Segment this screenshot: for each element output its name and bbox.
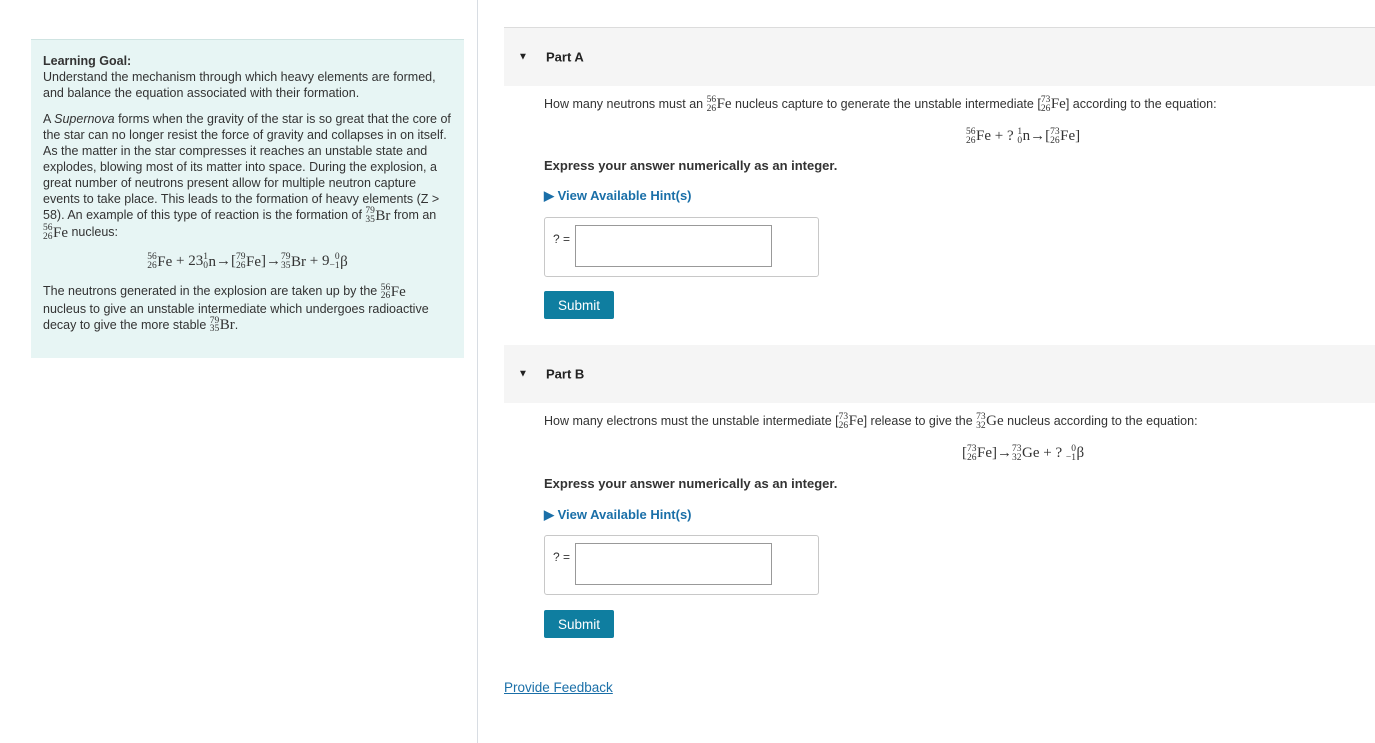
part-a-hint-link[interactable]: ▶ View Available Hint(s) (544, 188, 692, 203)
part-a-instructions: Express your answer numerically as an integer. (544, 158, 838, 173)
learning-goal-title: Learning Goal: (43, 54, 132, 68)
hint-triangle-icon: ▶ (544, 507, 558, 522)
isotope-br79: 79 35 Br (365, 206, 391, 225)
part-b-answer-box (544, 535, 819, 595)
supernova-paragraph: A Supernova forms when the gravity of the star is so great that the core of the star can no longer resist the force of gravity and collapses in on itself. As the matter in the star compresses it reaches an unstable state and explodes, blowing most of its matter into space. During the explosion, a great number of neutrons present allow for multiple neutron capture events to take place. This leads to the formation of heavy elements (Z > 58). An example of this type of reaction is the formation of 79 35 Br from an 56 26 Fe nucleus: (43, 112, 451, 242)
hint-triangle-icon: ▶ (544, 188, 558, 203)
isotope-fe56: 56 26 Fe (43, 223, 68, 242)
expand-triangle-icon[interactable]: ▼ (518, 51, 528, 63)
answer-prefix: ? = (553, 232, 571, 246)
expand-triangle-icon[interactable]: ▼ (518, 368, 528, 380)
part-b-instructions: Express your answer numerically as an integer. (544, 476, 838, 491)
provide-feedback-link[interactable]: Provide Feedback (504, 680, 613, 695)
learning-goal-text: Understand the mechanism through which heavy elements are formed, and balance the equation associated with their formation. (43, 70, 436, 100)
part-a-question: How many neutrons must an 56 26 Fe nucleus capture to generate the unstable intermediate [ 73 26 Fe ] according to the equation: (544, 95, 1217, 114)
part-b-question: How many electrons must the unstable intermediate [ 73 26 Fe ] release to give the 73 32 Ge nucleus according to the equation: (544, 412, 1198, 431)
part-a-answer-input[interactable] (575, 225, 772, 267)
supernova-equation: 56 26 Fe + 23 1 0 n →[ 79 26 Fe ]→ 79 35 Br + 9 0 −1 β (147, 252, 348, 271)
part-a-equation: 56 26 Fe + ? 1 0 n →[ 73 26 Fe ] (966, 127, 1081, 146)
answer-prefix: ? = (553, 550, 571, 564)
part-b-label: Part B (546, 366, 585, 382)
part-b-hint-link[interactable]: ▶ View Available Hint(s) (544, 507, 692, 522)
column-divider (477, 0, 478, 743)
part-b-header[interactable] (504, 345, 1375, 403)
part-a-label: Part A (546, 49, 584, 65)
part-b-answer-input[interactable] (575, 543, 772, 585)
part-b-submit-button[interactable]: Submit (544, 610, 614, 638)
learning-goal-panel (31, 39, 464, 358)
part-a-submit-button[interactable]: Submit (544, 291, 614, 319)
neutron-uptake-paragraph: The neutrons generated in the explosion are taken up by the 56 26 Fe nucleus to give an unstable intermediate which undergoes radioactive decay to give the more stable 79 35 Br . (43, 282, 429, 335)
part-a-answer-box (544, 217, 819, 277)
part-a-header[interactable] (504, 28, 1375, 86)
part-b-equation: [ 73 26 Fe ]→ 73 32 Ge + ? 0 −1 β (962, 444, 1085, 463)
